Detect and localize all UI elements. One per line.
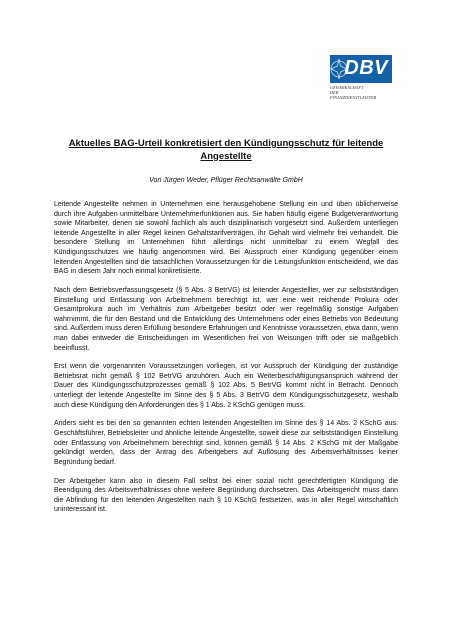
paragraph: Leitende Angestellte nehmen in Unternehmen eine herausgehobene Stellung ein und üben üblicherweise durch ihre Aufgaben unmittelbare Unternehmerfunktionen aus. Sie haben häufig eigene Budgetverantwortung sowie Mitarbeiter, denen sie sowohl fachlich als auch disziplinarisch vorgesetzt sind. Außerdem unterliegen leitende Angestellte in aller Regel keinen Gehaltstarifverträgen, ihr Gehalt wird vielmehr frei verhandelt. Die besondere Stellung im Unternehmen führt allerdings nicht unmittelbar zu einem Wegfall des Kündigungsschutzes wie häufig angenommen wird. Bei Ausspruch einer Kündigung gegenüber einem leitenden Angestellten sind die tatsächlichen Voraussetzungen für die Leitungsfunktion entscheidend, wie das BAG in diesem Jahr noch einmal konkretisierte. [54,201,398,276]
paragraph: Anders sieht es bei den so genannten echten leitenden Angestellten im Sinne des § 14 Abs. 2 KSchG aus. Geschäftsführer, Betriebsleiter und ähnliche leitende Angestellte, soweit diese zur selbstständigen Einstellung oder Entlassung von Arbeitnehmern berechtigt sind, können gemäß § 14 Abs. 2 KSchG mit der Maßgabe gekündigt werden, dass der Antrag des Arbeitgebers auf Auflösung des Arbeitsverhältnisses keiner Begründung bedarf. [54,420,398,466]
logo-mark [330,55,392,83]
author-byline: Von Jürgen Weder, Pflüger Rechtsanwälte GmbH [149,177,303,184]
logo-subtitle-line: GEWERKSCHAFT [330,85,364,90]
paragraph: Nach dem Betriebsverfassungsgesetz (§ 5 Abs. 3 BetrVG) ist leitender Angestellter, wer zur selbstständigen Einstellung und Entlassung von Arbeitnehmern berechtigt ist, wer eine weit reichende Prokura oder Gesamtprokura auch im Verhältnis zum Arbeitgeber besitzt oder wer regelmäßig sonstige Aufgaben wahrnimmt, die für den Bestand und die Entwicklung des Unternehmens oder eines Betriebs von Bedeutung sind. Außerdem muss deren Erfüllung besondere Erfahrungen und Kenntnisse voraussetzen, etwa dann, wenn man dabei entweder die Entscheidungen im Wesentlichen frei von Weisungen trifft oder sie maßgeblich beeinflusst. [54,286,398,352]
logo-subtitle [330,85,400,101]
logo-subtitle-line: DER [330,90,339,96]
paragraph: Der Arbeitgeber kann also in diesem Fall selbst bei einer sozial nicht gerechtfertigten Kündigung die Beendigung des Arbeitsverhältnisses ohne weitere Begründung durchsetzen. Das Arbeitsgericht muss dann die Abfindung für den leitenden Angestellten nach § 10 KSchG festsetzen, was in aller Regel wirtschaftlich uninteressant ist. [54,477,398,514]
logo-text: DBV [344,57,388,79]
document-body [54,200,398,524]
logo-subtitle-line: FINANZDIENSTLEISTER [330,95,377,101]
document-title: Aktuelles BAG-Urteil konkretisiert den Kündigungsschutz für leitende Angestellte [68,138,384,162]
paragraph: Erst wenn die vorgenannten Voraussetzungen vorliegen, ist vor Ausspruch der Kündigung der zuständige Betriebsrat nicht gemäß § 102 BetrVG anzuhören. Auch ein Weiterbeschäftigungsanspruch während der Dauer des Kündigungsschutzprozesses gemäß § 102 Abs. 5 BetrVG kommt nicht in Betracht. Dennoch unterliegt der leitende Angestellte im Sinne des § 5 Abs. 3 BetrVG dem Kündigungsschutzgesetz, weshalb auch diese Kündigung den Anforderungen des § 1 Abs. 2 KSchG genügen muss. [54,363,398,409]
dbv-logo [330,55,400,101]
